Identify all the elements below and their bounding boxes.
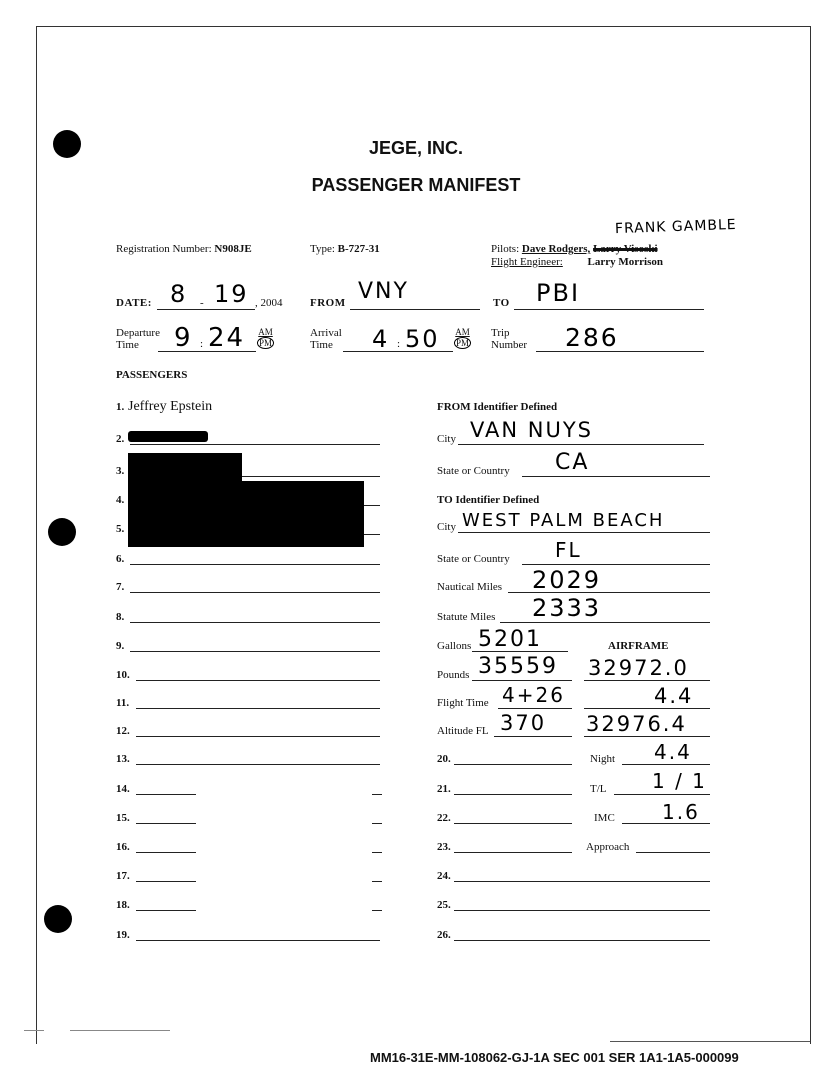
trip-line bbox=[536, 351, 704, 352]
passenger-line bbox=[136, 823, 196, 824]
passenger-number: 5. bbox=[116, 523, 125, 535]
trip-label: Trip Number bbox=[491, 327, 528, 351]
pilot-2-struck: Larry Visoski bbox=[593, 243, 658, 255]
departure-label: Departure Time bbox=[116, 327, 160, 351]
passenger-number: 16. bbox=[116, 841, 130, 853]
to-city-value: WEST PALM BEACH bbox=[462, 510, 665, 531]
passenger-line bbox=[130, 564, 380, 565]
passenger-number: 14. bbox=[116, 783, 130, 795]
engineer-label: Flight Engineer: Larry Morrison bbox=[491, 256, 663, 268]
passenger-line bbox=[130, 592, 380, 593]
passenger-number: 12. bbox=[116, 725, 130, 737]
gallons-label: Gallons bbox=[437, 640, 472, 652]
to-identifier-heading: TO Identifier Defined bbox=[437, 494, 540, 506]
row-23-number: 23. bbox=[437, 841, 451, 853]
row-21-number: 21. bbox=[437, 783, 451, 795]
to-state-value: FL bbox=[555, 538, 582, 562]
passenger-line-end bbox=[372, 910, 382, 911]
date-label: DATE: bbox=[116, 297, 152, 309]
passenger-number: 17. bbox=[116, 870, 130, 882]
passenger-number: 15. bbox=[116, 812, 130, 824]
passengers-heading: PASSENGERS bbox=[116, 369, 188, 381]
from-state-label: State or Country bbox=[437, 465, 510, 477]
passenger-number: 4. bbox=[116, 494, 125, 506]
pm-circled: PM bbox=[259, 338, 273, 348]
row-23-line bbox=[454, 852, 572, 853]
flighttime-line bbox=[498, 708, 572, 709]
from-state-value: CA bbox=[555, 450, 590, 475]
engineer-value: Larry Morrison bbox=[587, 256, 663, 268]
from-identifier-heading: FROM Identifier Defined bbox=[437, 401, 558, 413]
departure-colon: : bbox=[200, 338, 204, 350]
to-state-label: State or Country bbox=[437, 553, 510, 565]
night-line bbox=[622, 764, 710, 765]
flighttime-label: Flight Time bbox=[437, 697, 489, 709]
date-line bbox=[157, 309, 255, 310]
scan-line-left-2 bbox=[70, 1030, 170, 1031]
pilots-label: Pilots: Dave Rodgers, Larry Visoski bbox=[491, 243, 658, 255]
redaction-3 bbox=[128, 453, 242, 483]
passenger-line bbox=[136, 940, 380, 941]
row-22-line bbox=[454, 823, 572, 824]
airframe-heading: AIRFRAME bbox=[608, 640, 669, 652]
row-26-number: 26. bbox=[437, 929, 451, 941]
date-day: 19 bbox=[214, 280, 249, 308]
altitude-label: Altitude FL bbox=[437, 725, 489, 737]
passenger-line bbox=[136, 764, 380, 765]
to-city-label: City bbox=[437, 521, 456, 533]
to-value: PBI bbox=[536, 279, 581, 307]
arrival-hour: 4 bbox=[372, 325, 390, 353]
passenger-line bbox=[136, 708, 380, 709]
passenger-number: 3. bbox=[116, 465, 125, 477]
punch-hole-middle bbox=[48, 518, 76, 546]
passenger-number: 10. bbox=[116, 669, 130, 681]
redaction-2 bbox=[128, 431, 208, 442]
arrival-label: Arrival Time bbox=[310, 327, 342, 351]
approach-line bbox=[636, 852, 710, 853]
to-state-line bbox=[522, 564, 710, 565]
registration-value: N908JE bbox=[214, 243, 252, 255]
arrival-min: 50 bbox=[405, 325, 440, 353]
passenger-line bbox=[136, 680, 380, 681]
gallons-value: 5201 bbox=[478, 627, 542, 652]
trip-value: 286 bbox=[565, 323, 619, 352]
airframe-time-line bbox=[584, 708, 710, 709]
from-label: FROM bbox=[310, 297, 346, 309]
imc-value: 1.6 bbox=[662, 800, 700, 824]
passenger-line-end bbox=[372, 881, 382, 882]
altitude-value: 370 bbox=[500, 711, 547, 735]
row-25-number: 25. bbox=[437, 899, 451, 911]
night-value: 4.4 bbox=[654, 740, 692, 764]
from-value: VNY bbox=[358, 279, 409, 304]
pounds-value: 35559 bbox=[478, 654, 558, 679]
passenger-number: 13. bbox=[116, 753, 130, 765]
arrival-colon: : bbox=[397, 338, 401, 350]
row-25-line bbox=[454, 910, 710, 911]
row-20-line bbox=[454, 764, 572, 765]
airframe-altitude-line bbox=[584, 736, 710, 737]
redaction-4-5 bbox=[128, 481, 364, 547]
pounds-label: Pounds bbox=[437, 669, 470, 681]
handwritten-pilot: FRANK GAMBLE bbox=[614, 216, 737, 238]
to-label: TO bbox=[493, 297, 510, 309]
statute-label: Statute Miles bbox=[437, 611, 496, 623]
type-label: Type: B-727-31 bbox=[310, 243, 380, 255]
airframe-time-value: 4.4 bbox=[654, 684, 694, 708]
passenger-number: 19. bbox=[116, 929, 130, 941]
pm-circled: PM bbox=[456, 338, 470, 348]
registration-label: Registration Number: N908JE bbox=[116, 243, 252, 255]
date-month: 8 bbox=[170, 280, 188, 308]
arrival-ampm: $\frac{AM}{PM}$ bbox=[455, 327, 470, 348]
tl-label: T/L bbox=[590, 783, 607, 795]
row-26-line bbox=[454, 940, 710, 941]
scan-line-left bbox=[24, 1030, 44, 1031]
company-name: JEGE, INC. bbox=[368, 138, 464, 158]
passenger-line bbox=[130, 622, 380, 623]
passenger-number: 6. bbox=[116, 553, 125, 565]
document-title: PASSENGER MANIFEST bbox=[311, 175, 521, 195]
imc-label: IMC bbox=[594, 812, 615, 824]
passenger-number: 7. bbox=[116, 581, 125, 593]
nautical-value: 2029 bbox=[532, 566, 602, 594]
passenger-number: 18. bbox=[116, 899, 130, 911]
departure-hour: 9 bbox=[174, 323, 193, 353]
date-sep: - bbox=[200, 297, 204, 309]
tl-value: 1 / 1 bbox=[652, 769, 707, 793]
passenger-line bbox=[136, 794, 196, 795]
from-line bbox=[350, 309, 480, 310]
from-state-line bbox=[522, 476, 710, 477]
passenger-line bbox=[130, 651, 380, 652]
passenger-line-end bbox=[372, 852, 382, 853]
type-value: B-727-31 bbox=[337, 243, 380, 255]
departure-ampm: $\frac{AM}{PM}$ bbox=[258, 327, 273, 348]
passenger-line bbox=[136, 736, 380, 737]
scan-line-right bbox=[610, 1041, 810, 1042]
pilot-1: Dave Rodgers, bbox=[521, 243, 591, 255]
punch-hole-bottom bbox=[44, 905, 72, 933]
airframe-pounds-value: 32972.0 bbox=[588, 656, 689, 680]
passenger-line-end bbox=[372, 823, 382, 824]
row-22-number: 22. bbox=[437, 812, 451, 824]
departure-min: 24 bbox=[208, 323, 246, 353]
passenger-line bbox=[130, 444, 380, 445]
from-city-label: City bbox=[437, 433, 456, 445]
row-24-line bbox=[454, 881, 710, 882]
from-city-value: VAN NUYS bbox=[470, 418, 594, 442]
passenger-number: 1. bbox=[116, 401, 125, 413]
night-label: Night bbox=[590, 753, 616, 765]
bates-number: MM16-31E-MM-108062-GJ-1A SEC 001 SER 1A1-1A5-000099 bbox=[370, 1050, 739, 1065]
to-city-line bbox=[458, 532, 710, 533]
passenger-name: Jeffrey Epstein bbox=[128, 399, 213, 414]
to-line bbox=[514, 309, 704, 310]
passenger-number: 8. bbox=[116, 611, 125, 623]
from-city-line bbox=[458, 444, 704, 445]
airframe-pounds-line bbox=[584, 680, 710, 681]
flighttime-value: 4+26 bbox=[502, 683, 565, 707]
statute-line bbox=[500, 622, 710, 623]
airframe-altitude-value: 32976.4 bbox=[586, 712, 687, 736]
date-year: , 2004 bbox=[255, 297, 283, 309]
tl-line bbox=[614, 794, 710, 795]
passenger-number: 9. bbox=[116, 640, 125, 652]
nautical-label: Nautical Miles bbox=[437, 581, 503, 593]
approach-label: Approach bbox=[586, 841, 630, 853]
passenger-number: 2. bbox=[116, 433, 125, 445]
row-24-number: 24. bbox=[437, 870, 451, 882]
row-21-line bbox=[454, 794, 572, 795]
passenger-line bbox=[136, 852, 196, 853]
altitude-line bbox=[494, 736, 572, 737]
statute-value: 2333 bbox=[532, 594, 602, 622]
pounds-line bbox=[472, 680, 572, 681]
passenger-line bbox=[136, 881, 196, 882]
passenger-line-end bbox=[372, 794, 382, 795]
row-20-number: 20. bbox=[437, 753, 451, 765]
passenger-line bbox=[136, 910, 196, 911]
passenger-number: 11. bbox=[116, 697, 130, 709]
